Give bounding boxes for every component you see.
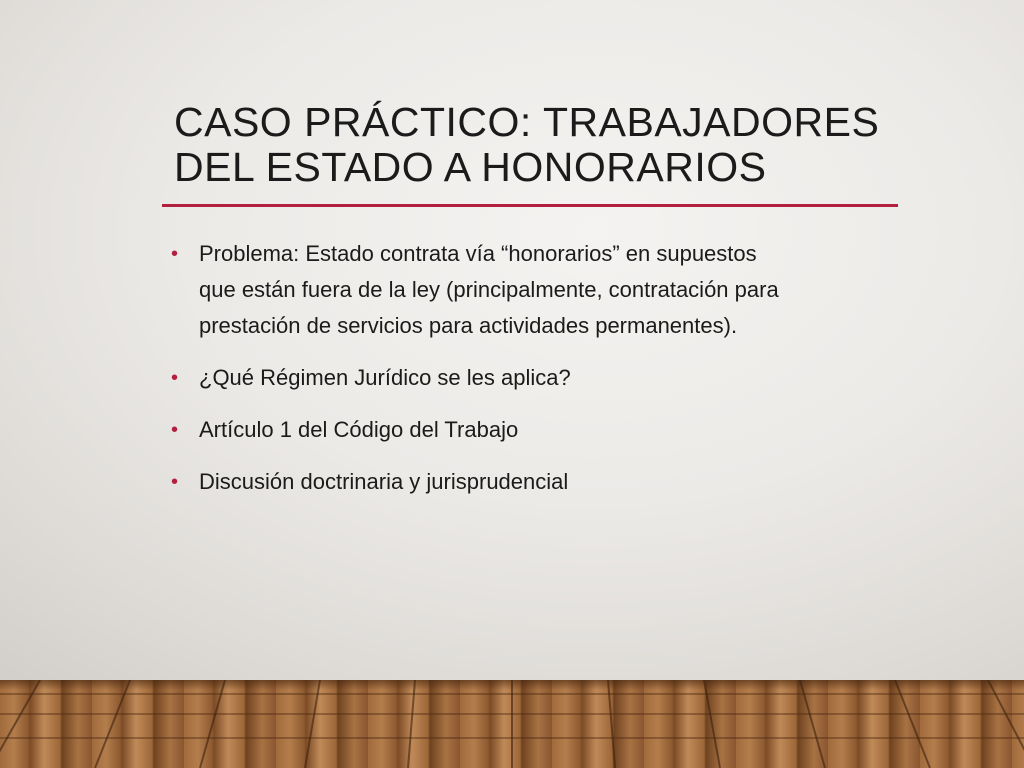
bullet-marker: • <box>171 367 179 389</box>
bullet-text: ¿Qué Régimen Jurídico se les aplica? <box>199 365 571 390</box>
title-divider <box>162 204 898 207</box>
bullet-text: Discusión doctrinaria y jurisprudencial <box>199 469 569 494</box>
bullet-text-line: que están fuera de la ley (principalmente, contratación para <box>199 277 779 302</box>
bullet-item-discussion <box>170 464 870 500</box>
bullet-item-regime <box>170 360 870 396</box>
bullet-text: Artículo 1 del Código del Trabajo <box>199 417 519 442</box>
title-line-1: CASO PRÁCTICO: TRABAJADORES <box>174 99 880 145</box>
wood-floor-planks <box>0 680 1024 768</box>
bullet-item-problem <box>170 236 870 344</box>
title-line-2: DEL ESTADO A HONORARIOS <box>174 144 767 190</box>
bullet-marker: • <box>171 471 179 493</box>
bullet-text-line: prestación de servicios para actividades permanentes). <box>199 313 738 338</box>
bullet-list <box>170 236 870 516</box>
bullet-marker: • <box>171 243 179 265</box>
slide-title <box>174 100 894 190</box>
bullet-item-article <box>170 412 870 448</box>
wood-floor <box>0 680 1024 768</box>
bullet-text-line: Problema: Estado contrata vía “honorarios” en supuestos <box>199 241 757 266</box>
bullet-marker: • <box>171 419 179 441</box>
